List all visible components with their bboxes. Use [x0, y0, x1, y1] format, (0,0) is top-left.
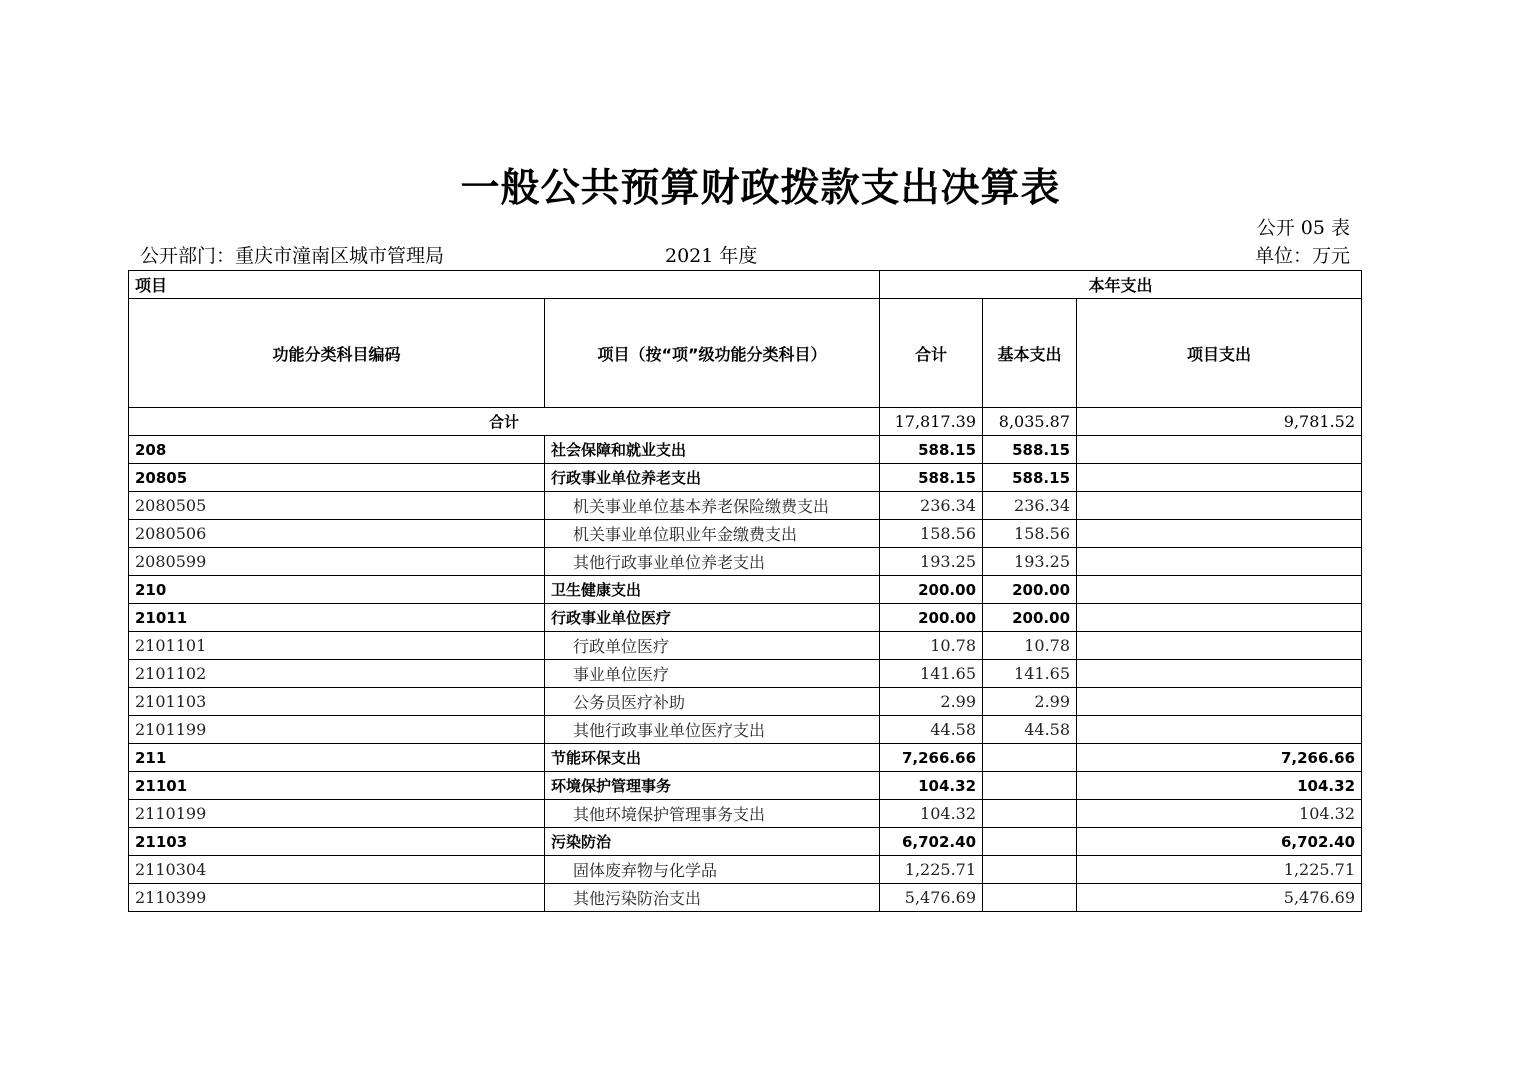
- row-project: 7,266.66: [1077, 744, 1362, 772]
- row-project: [1077, 436, 1362, 464]
- row-item-name: 机关事业单位职业年金缴费支出: [545, 520, 880, 548]
- row-project: [1077, 492, 1362, 520]
- row-code: 2080599: [129, 548, 545, 576]
- column-header-row: [129, 299, 1362, 408]
- column-header-code: 功能分类科目编码: [129, 299, 545, 408]
- row-project: [1077, 576, 1362, 604]
- row-basic: [983, 772, 1077, 800]
- row-total: 1,225.71: [880, 856, 983, 884]
- row-project: 5,476.69: [1077, 884, 1362, 912]
- row-total: 200.00: [880, 576, 983, 604]
- row-basic: [983, 800, 1077, 828]
- group-header-expenditure: 本年支出: [880, 271, 1362, 299]
- row-total: 588.15: [880, 436, 983, 464]
- table-row: [129, 716, 1362, 744]
- table-row: [129, 800, 1362, 828]
- table-row: [129, 576, 1362, 604]
- row-total: 7,266.66: [880, 744, 983, 772]
- row-total: 6,702.40: [880, 828, 983, 856]
- group-header-items: 项目: [129, 271, 880, 299]
- row-total: 158.56: [880, 520, 983, 548]
- row-total: 104.32: [880, 772, 983, 800]
- row-basic: 10.78: [983, 632, 1077, 660]
- row-basic: 193.25: [983, 548, 1077, 576]
- row-item-name: 其他行政事业单位养老支出: [545, 548, 880, 576]
- form-number: 公开 05 表: [1256, 217, 1350, 239]
- row-code: 21011: [129, 604, 545, 632]
- row-code: 2101103: [129, 688, 545, 716]
- table-row: [129, 632, 1362, 660]
- row-item-name: 其他污染防治支出: [545, 884, 880, 912]
- row-project: [1077, 716, 1362, 744]
- row-item-name: 机关事业单位基本养老保险缴费支出: [545, 492, 880, 520]
- table-row: [129, 436, 1362, 464]
- row-code: 21103: [129, 828, 545, 856]
- row-basic: [983, 744, 1077, 772]
- group-header-row: [129, 271, 1362, 299]
- row-total: 141.65: [880, 660, 983, 688]
- row-basic: [983, 856, 1077, 884]
- row-total: 193.25: [880, 548, 983, 576]
- row-basic: 236.34: [983, 492, 1077, 520]
- row-basic: [983, 828, 1077, 856]
- row-item-name: 行政单位医疗: [545, 632, 880, 660]
- column-header-total: 合计: [880, 299, 983, 408]
- row-code: 2101199: [129, 716, 545, 744]
- row-project: [1077, 688, 1362, 716]
- row-code: 20805: [129, 464, 545, 492]
- row-basic: 2.99: [983, 688, 1077, 716]
- row-total: 236.34: [880, 492, 983, 520]
- row-code: 210: [129, 576, 545, 604]
- total-sum: 17,817.39: [880, 408, 983, 436]
- row-code: 2080506: [129, 520, 545, 548]
- row-code: 21101: [129, 772, 545, 800]
- row-code: 2080505: [129, 492, 545, 520]
- table-row: [129, 884, 1362, 912]
- row-project: [1077, 548, 1362, 576]
- row-code: 2101101: [129, 632, 545, 660]
- table-row: [129, 828, 1362, 856]
- row-total: 200.00: [880, 604, 983, 632]
- row-code: 211: [129, 744, 545, 772]
- total-row: [129, 408, 1362, 436]
- row-item-name: 其他行政事业单位医疗支出: [545, 716, 880, 744]
- table-row: [129, 492, 1362, 520]
- row-basic: 200.00: [983, 576, 1077, 604]
- column-header-item: 项目（按“项”级功能分类科目）: [545, 299, 880, 408]
- table-row: [129, 604, 1362, 632]
- row-item-name: 固体废弃物与化学品: [545, 856, 880, 884]
- row-project: [1077, 632, 1362, 660]
- row-code: 2110399: [129, 884, 545, 912]
- row-basic: 44.58: [983, 716, 1077, 744]
- row-item-name: 公务员医疗补助: [545, 688, 880, 716]
- budget-table: [128, 270, 1362, 912]
- row-item-name: 社会保障和就业支出: [545, 436, 880, 464]
- total-project: 9,781.52: [1077, 408, 1362, 436]
- total-basic: 8,035.87: [983, 408, 1077, 436]
- row-item-name: 污染防治: [545, 828, 880, 856]
- row-basic: 588.15: [983, 436, 1077, 464]
- row-item-name: 行政事业单位医疗: [545, 604, 880, 632]
- table-row: [129, 520, 1362, 548]
- total-label: 合计: [129, 408, 880, 436]
- row-total: 104.32: [880, 800, 983, 828]
- row-total: 5,476.69: [880, 884, 983, 912]
- page-title: 一般公共预算财政拨款支出决算表: [460, 165, 1061, 211]
- row-total: 588.15: [880, 464, 983, 492]
- row-project: 6,702.40: [1077, 828, 1362, 856]
- fiscal-year: 2021 年度: [665, 245, 758, 267]
- row-item-name: 环境保护管理事务: [545, 772, 880, 800]
- row-project: [1077, 604, 1362, 632]
- row-item-name: 其他环境保护管理事务支出: [545, 800, 880, 828]
- unit-label: 单位：万元: [1254, 245, 1350, 267]
- row-project: 1,225.71: [1077, 856, 1362, 884]
- row-basic: 200.00: [983, 604, 1077, 632]
- row-total: 44.58: [880, 716, 983, 744]
- table-row: [129, 744, 1362, 772]
- table-row: [129, 464, 1362, 492]
- row-code: 2110199: [129, 800, 545, 828]
- table-row: [129, 660, 1362, 688]
- row-item-name: 行政事业单位养老支出: [545, 464, 880, 492]
- row-basic: 158.56: [983, 520, 1077, 548]
- row-total: 2.99: [880, 688, 983, 716]
- row-project: [1077, 520, 1362, 548]
- department-label: 公开部门：重庆市潼南区城市管理局: [140, 245, 445, 267]
- row-item-name: 卫生健康支出: [545, 576, 880, 604]
- row-code: 208: [129, 436, 545, 464]
- row-code: 2101102: [129, 660, 545, 688]
- row-total: 10.78: [880, 632, 983, 660]
- row-project: 104.32: [1077, 772, 1362, 800]
- row-item-name: 节能环保支出: [545, 744, 880, 772]
- row-item-name: 事业单位医疗: [545, 660, 880, 688]
- row-basic: [983, 884, 1077, 912]
- table-row: [129, 548, 1362, 576]
- column-header-basic: 基本支出: [983, 299, 1077, 408]
- row-basic: 588.15: [983, 464, 1077, 492]
- table-row: [129, 772, 1362, 800]
- row-project: [1077, 660, 1362, 688]
- row-code: 2110304: [129, 856, 545, 884]
- row-project: 104.32: [1077, 800, 1362, 828]
- table-row: [129, 688, 1362, 716]
- row-project: [1077, 464, 1362, 492]
- row-basic: 141.65: [983, 660, 1077, 688]
- column-header-project: 项目支出: [1077, 299, 1362, 408]
- table-row: [129, 856, 1362, 884]
